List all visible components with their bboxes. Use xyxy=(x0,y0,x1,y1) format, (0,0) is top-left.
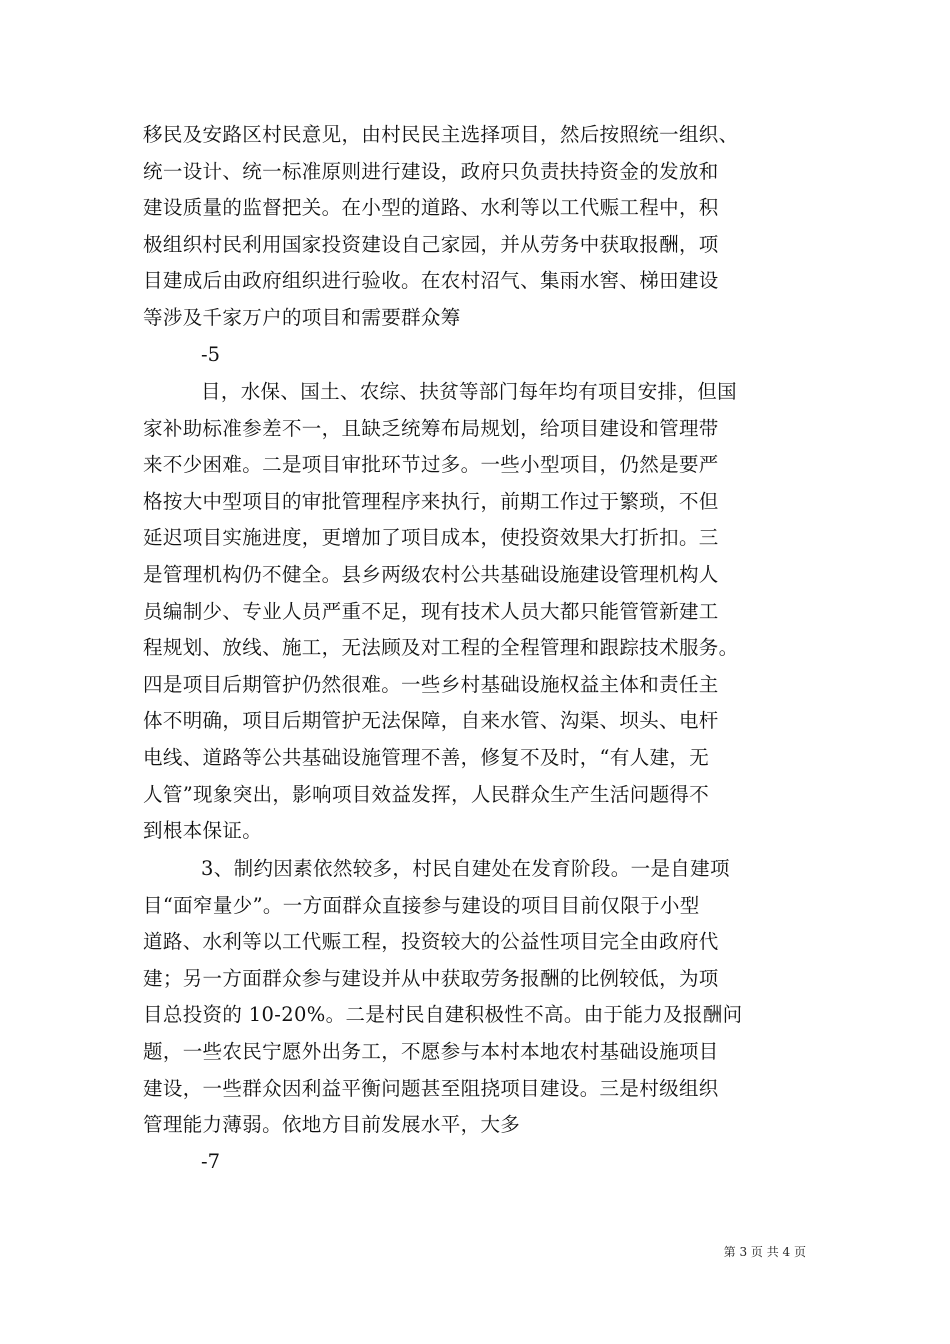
text-line: 统一设计、统一标准原则进行建设，政府只负责扶持资金的发放和 xyxy=(143,159,719,183)
text-line: 道路、水利等以工代赈工程，投资较大的公益性项目完全由政府代 xyxy=(143,930,719,954)
page-marker: -5 xyxy=(201,342,220,366)
text-line: 管理能力薄弱。依地方目前发展水平，大多 xyxy=(143,1113,521,1137)
page-footer: 第 3 页 共 4 页 xyxy=(723,1245,806,1259)
text-line: 题，一些农民宁愿外出务工，不愿参与本村本地农村基础设施项目 xyxy=(143,1039,719,1063)
paragraph-3 xyxy=(143,851,823,1180)
text-line: 程规划、放线、施工，无法顾及对工程的全程管理和跟踪技术服务。 xyxy=(143,636,739,660)
text-line: 目建成后由政府组织进行验收。在农村沼气、集雨水窖、梯田建设 xyxy=(143,269,719,293)
text-line: 体不明确，项目后期管护无法保障，自来水管、沟渠、坝头、电杆 xyxy=(143,709,719,733)
text-line: 等涉及千家万户的项目和需要群众筹 xyxy=(143,305,461,329)
page-marker: -7 xyxy=(201,1149,220,1173)
text-line: 是管理机构仍不健全。县乡两级农村公共基础设施建设管理机构人 xyxy=(143,562,719,586)
text-line: 家补助标准参差不一，且缺乏统筹布局规划，给项目建设和管理带 xyxy=(143,416,719,440)
text-line: 来不少困难。二是项目审批环节过多。一些小型项目，仍然是要严 xyxy=(143,453,719,477)
text-line: 电线、道路等公共基础设施管理不善，修复不及时，“有人建，无 xyxy=(143,745,710,769)
text-line: 延迟项目实施进度，更增加了项目成本，使投资效果大打折扣。三 xyxy=(143,526,719,550)
text-line: 移民及安路区村民意见，由村民民主选择项目，然后按照统一组织、 xyxy=(143,123,739,146)
text-line: 到根本保证。 xyxy=(143,819,263,843)
paragraph-1 xyxy=(143,117,823,373)
text-line: 建设质量的监督把关。在小型的道路、水利等以工代赈工程中，积 xyxy=(143,196,719,220)
text-line: 员编制少、专业人员严重不足，现有技术人员大都只能管管新建工 xyxy=(143,599,719,623)
text-line: 人管”现象突出，影响项目效益发挥，人民群众生产生活问题得不 xyxy=(143,782,710,806)
text-line: 极组织村民利用国家投资建设自己家园，并从劳务中获取报酬，项 xyxy=(143,232,719,256)
text-line: 四是项目后期管护仍然很难。一些乡村基础设施权益主体和责任主 xyxy=(143,672,719,696)
text-line: 目“面窄量少”。一方面群众直接参与建设的项目目前仅限于小型 xyxy=(143,893,700,917)
text-line: 3、制约因素依然较多，村民自建处在发育阶段。一是自建项 xyxy=(201,857,730,880)
paragraph-2 xyxy=(143,374,823,850)
text-line: 目总投资的 10-20%。二是村民自建积极性不高。由于能力及报酬问 xyxy=(143,1003,743,1027)
text-line: 建；另一方面群众参与建设并从中获取劳务报酬的比例较低，为项 xyxy=(143,966,719,990)
text-line: 目，水保、国土、农综、扶贫等部门每年均有项目安排，但国 xyxy=(201,380,737,403)
text-line: 格按大中型项目的审批管理程序来执行，前期工作过于繁琐，不但 xyxy=(143,489,719,513)
text-line: 建设，一些群众因利益平衡问题甚至阻挠项目建设。三是村级组织 xyxy=(143,1076,719,1100)
